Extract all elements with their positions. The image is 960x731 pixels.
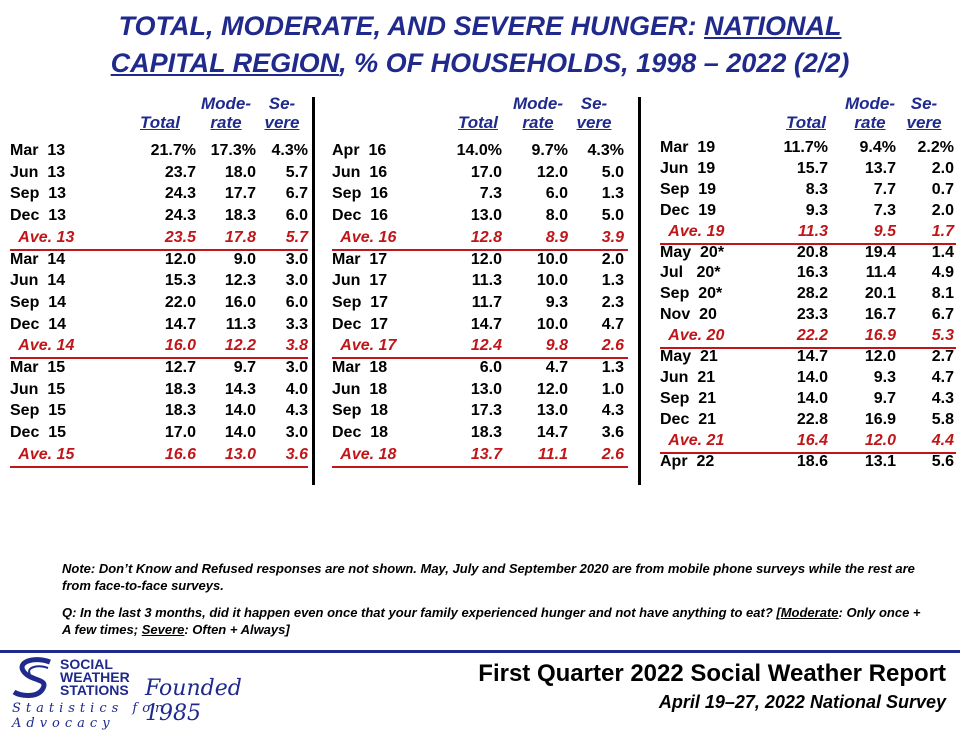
row-moderate: 10.0: [536, 272, 568, 290]
row-period: Dec 13: [10, 207, 67, 225]
row-period: Ave. 13: [10, 228, 75, 246]
row-period: Dec 21: [660, 410, 717, 428]
row-period: Jun 15: [10, 380, 66, 398]
row-severe: 5.6: [931, 452, 954, 470]
row-total: 15.3: [164, 272, 196, 290]
row-moderate: 7.3: [873, 201, 896, 219]
sws-swirl-icon: [10, 656, 56, 700]
header-moderate-top: Mode-: [844, 94, 896, 113]
row-severe: 4.7: [601, 315, 624, 333]
question-moderate-text: : Only once + A few times;: [62, 605, 921, 637]
row-severe: 6.7: [285, 185, 308, 203]
row-period: Sep 21: [660, 389, 717, 407]
row-moderate: 9.7%: [531, 142, 568, 159]
row-moderate: 17.7: [224, 185, 256, 203]
table-row: [10, 292, 308, 314]
row-moderate: 14.0: [224, 424, 256, 442]
row-total: 11.3: [798, 222, 828, 240]
row-moderate: 10.0: [536, 250, 568, 268]
row-period: Jun 17: [332, 272, 388, 290]
table-row: [660, 409, 956, 431]
row-total: 23.5: [164, 228, 196, 246]
row-moderate: 11.4: [865, 264, 896, 282]
table-row: [332, 379, 628, 401]
row-total: 16.4: [796, 431, 828, 449]
table-row: [332, 140, 628, 162]
row-moderate: 19.4: [864, 243, 896, 261]
row-total: 24.3: [164, 207, 196, 225]
row-total: 12.0: [164, 250, 196, 268]
row-period: May 20*: [660, 243, 725, 261]
row-total: 17.0: [470, 163, 502, 181]
note-body: Note: Don’t Know and Refused responses are not shown. May, July and September 2020 are from mobile phone surveys while the rest are from face-to-face surveys.: [62, 561, 915, 593]
row-moderate: 18.3: [224, 207, 256, 225]
row-total: 12.0: [470, 250, 502, 268]
row-total: 11.3: [471, 272, 502, 290]
header-total-bottom: Total: [458, 113, 498, 132]
header-total-bottom: Total: [786, 113, 826, 132]
row-severe: 4.3: [931, 389, 954, 407]
row-moderate: 16.9: [864, 410, 896, 428]
table-row: [660, 242, 956, 264]
row-total: 21.7%: [150, 142, 196, 159]
row-period: Ave. 18: [332, 445, 397, 463]
header-moderate: [508, 94, 568, 132]
row-moderate: 16.7: [864, 306, 896, 324]
row-total: 15.7: [796, 159, 828, 177]
panel-header: [332, 94, 628, 134]
row-total: 14.0: [796, 389, 828, 407]
row-total: 12.4: [470, 337, 502, 355]
question-severe-text: : Often + Always]: [184, 622, 290, 637]
logo-tagline: Statistics for Advocacy: [12, 701, 167, 731]
table-row: [660, 283, 956, 305]
row-severe: 1.7: [931, 222, 954, 240]
panel-header: [10, 94, 308, 134]
row-moderate: 14.7: [536, 424, 568, 442]
row-severe: 4.0: [285, 380, 308, 398]
row-total: 17.0: [164, 424, 196, 442]
table-row: [332, 314, 628, 336]
row-severe: 4.3%: [587, 142, 624, 159]
question-prefix: Q: In the last 3 months, did it happen even once that your family experienced hunger and not have anything to eat? [: [62, 605, 781, 620]
row-moderate: 9.5: [873, 222, 896, 240]
header-severe: [252, 94, 312, 132]
table-row: [10, 183, 308, 205]
row-total: 23.7: [164, 163, 196, 181]
logo-name: [60, 658, 130, 697]
row-total: 18.3: [470, 424, 502, 442]
row-period: Jun 21: [660, 368, 716, 386]
row-moderate: 20.1: [864, 285, 896, 303]
row-period: Dec 14: [10, 315, 67, 333]
row-total: 14.0: [796, 368, 828, 386]
row-severe: 3.6: [601, 424, 624, 442]
row-total: 18.3: [164, 380, 196, 398]
row-total: 20.8: [796, 243, 828, 261]
row-total: 13.0: [470, 380, 502, 398]
table-row: [332, 183, 628, 205]
row-severe: 3.0: [285, 424, 308, 442]
row-moderate: 12.3: [224, 272, 256, 290]
header-moderate-bottom: rate: [210, 113, 242, 132]
table-row: [660, 200, 956, 222]
row-moderate: 8.9: [545, 228, 568, 246]
row-moderate: 9.7: [233, 359, 256, 376]
row-severe: 6.7: [931, 306, 954, 324]
row-severe: 5.8: [931, 410, 954, 428]
row-moderate: 12.0: [864, 348, 896, 365]
row-total: 17.3: [470, 402, 502, 420]
row-severe: 5.7: [285, 228, 308, 246]
row-severe: 1.3: [601, 272, 624, 290]
row-period: Sep 18: [332, 402, 389, 420]
table-row: [10, 314, 308, 336]
row-severe: 2.0: [931, 159, 954, 177]
logo-line2: WEATHER: [60, 669, 130, 685]
row-severe: 6.0: [285, 293, 308, 311]
header-total-top: [130, 94, 190, 113]
row-period: Dec 17: [332, 315, 389, 333]
header-total-bottom: Total: [140, 113, 180, 132]
row-severe: 6.0: [285, 207, 308, 225]
row-total: 14.7: [796, 348, 828, 365]
column-divider-2: [638, 97, 641, 485]
row-severe: 2.0: [601, 250, 624, 268]
table-row: [660, 158, 956, 180]
row-period: Jun 16: [332, 163, 388, 181]
row-total: 11.7%: [783, 139, 828, 156]
row-moderate: 10.0: [536, 315, 568, 333]
row-total: 22.2: [796, 327, 828, 345]
row-moderate: 16.0: [224, 293, 256, 311]
logo-line3: STATIONS: [60, 682, 129, 698]
row-period: Ave. 16: [332, 228, 397, 246]
row-period: Mar 14: [10, 250, 66, 268]
header-moderate-top: Mode-: [512, 94, 564, 113]
row-severe: 3.3: [285, 315, 308, 333]
row-period: Jun 19: [660, 159, 716, 177]
header-severe-top: Se-: [580, 94, 608, 113]
footer-divider: [0, 650, 960, 653]
row-total: 22.0: [164, 293, 196, 311]
row-period: Ave. 19: [660, 222, 725, 240]
table-row: [660, 451, 956, 473]
row-moderate: 9.4%: [859, 139, 896, 156]
report-subtitle: April 19–27, 2022 National Survey: [658, 692, 946, 712]
row-severe: 4.9: [931, 264, 954, 282]
row-severe: 5.0: [601, 207, 624, 225]
table-row: [10, 379, 308, 401]
row-period: Apr 22: [660, 452, 715, 470]
row-total: 8.3: [805, 180, 828, 198]
row-moderate: 13.0: [536, 402, 568, 420]
row-moderate: 18.0: [224, 163, 256, 181]
header-severe-top: Se-: [268, 94, 296, 113]
logo-line1: SOCIAL: [60, 656, 113, 672]
table-row: [10, 205, 308, 227]
row-period: Ave. 14: [10, 337, 75, 355]
row-severe: 1.3: [601, 359, 624, 376]
row-moderate: 8.0: [545, 207, 568, 225]
sws-logo: [10, 656, 270, 731]
row-severe: 3.0: [285, 250, 308, 268]
row-moderate: 9.7: [873, 389, 896, 407]
average-row: [10, 444, 308, 468]
row-total: 16.6: [164, 445, 196, 463]
row-period: Jul 20*: [660, 264, 721, 282]
table-row: [10, 270, 308, 292]
table-row: [332, 292, 628, 314]
row-period: Jun 14: [10, 272, 66, 290]
row-total: 12.7: [164, 359, 196, 376]
table-row: [332, 400, 628, 422]
table-row: [332, 162, 628, 184]
table-row: [332, 249, 628, 271]
row-period: Mar 18: [332, 359, 388, 376]
row-moderate: 11.3: [225, 315, 256, 333]
row-severe: 2.6: [601, 445, 624, 463]
header-moderate-bottom: rate: [522, 113, 554, 132]
row-period: Ave. 21: [660, 431, 725, 449]
row-period: Dec 15: [10, 424, 67, 442]
header-total: [776, 94, 836, 132]
row-period: Apr 16: [332, 142, 387, 159]
note-text: [62, 560, 922, 594]
row-total: 16.0: [164, 337, 196, 355]
header-severe-bottom: vere: [906, 113, 942, 132]
row-moderate: 12.0: [864, 431, 896, 449]
header-moderate-top: Mode-: [200, 94, 252, 113]
average-row: [10, 335, 308, 359]
row-total: 18.3: [164, 402, 196, 420]
row-moderate: 12.0: [536, 380, 568, 398]
row-total: 22.8: [796, 410, 828, 428]
table-row: [332, 357, 628, 379]
row-moderate: 13.1: [864, 452, 896, 470]
row-severe: 1.0: [601, 380, 624, 398]
title-part1: TOTAL, MODERATE, AND SEVERE HUNGER:: [118, 11, 705, 41]
table-row: [332, 422, 628, 444]
table-row: [332, 270, 628, 292]
average-row: [332, 335, 628, 359]
row-period: Mar 13: [10, 142, 66, 159]
row-severe: 3.0: [285, 272, 308, 290]
row-moderate: 13.0: [224, 445, 256, 463]
row-severe: 3.0: [285, 359, 308, 376]
row-period: Ave. 20: [660, 327, 725, 345]
table-row: [660, 346, 956, 368]
table-row: [10, 162, 308, 184]
average-row: [332, 444, 628, 468]
row-severe: 2.0: [931, 201, 954, 219]
row-severe: 3.6: [285, 445, 308, 463]
row-severe: 0.7: [931, 180, 954, 198]
row-period: Mar 17: [332, 250, 388, 268]
row-moderate: 9.0: [233, 250, 256, 268]
row-period: Ave. 17: [332, 337, 397, 355]
header-moderate-bottom: rate: [854, 113, 886, 132]
row-period: Mar 19: [660, 139, 716, 156]
row-total: 14.7: [470, 315, 502, 333]
table-row: [660, 262, 956, 284]
row-moderate: 16.9: [864, 327, 896, 345]
row-period: Ave. 15: [10, 445, 75, 463]
row-total: 28.2: [796, 285, 828, 303]
row-period: Nov 20: [660, 306, 717, 324]
row-total: 9.3: [805, 201, 828, 219]
row-total: 11.7: [471, 293, 502, 311]
column-divider-1: [312, 97, 315, 485]
question-severe-label: Severe: [141, 622, 185, 637]
row-total: 14.7: [164, 315, 196, 333]
row-period: May 21: [660, 348, 718, 365]
table-row: [10, 140, 308, 162]
row-moderate: 9.3: [545, 293, 568, 311]
row-period: Sep 17: [332, 293, 389, 311]
table-row: [10, 249, 308, 271]
row-period: Jun 18: [332, 380, 388, 398]
row-period: Sep 13: [10, 185, 67, 203]
row-period: Dec 16: [332, 207, 389, 225]
row-severe: 2.6: [601, 337, 624, 355]
row-severe: 1.3: [601, 185, 624, 203]
header-total: [130, 94, 190, 132]
row-moderate: 6.0: [545, 185, 568, 203]
row-moderate: 7.7: [873, 180, 896, 198]
average-row: [332, 227, 628, 251]
table-row: [660, 179, 956, 201]
row-period: Mar 15: [10, 359, 66, 376]
row-total: 23.3: [796, 306, 828, 324]
table-row: [660, 137, 956, 159]
row-total: 6.0: [479, 359, 502, 376]
row-severe: 2.2%: [917, 139, 954, 156]
question-moderate-label: Moderate: [780, 605, 839, 620]
title-part4: , % OF HOUSEHOLDS, 1998 – 2022 (2/2): [339, 48, 850, 78]
logo-founded: Founded 1985: [145, 676, 242, 726]
row-severe: 5.7: [285, 163, 308, 181]
row-moderate: 11.1: [538, 445, 568, 463]
row-period: Sep 14: [10, 293, 67, 311]
header-moderate: [840, 94, 900, 132]
row-moderate: 9.8: [545, 337, 568, 355]
row-severe: 4.3%: [271, 142, 308, 159]
row-severe: 5.3: [931, 327, 954, 345]
row-moderate: 17.3%: [210, 142, 256, 159]
row-moderate: 12.0: [536, 163, 568, 181]
header-moderate: [196, 94, 256, 132]
row-severe: 4.3: [285, 402, 308, 420]
table-row: [660, 367, 956, 389]
panel-header: [660, 94, 956, 134]
row-total: 12.8: [470, 228, 502, 246]
row-severe: 8.1: [931, 285, 954, 303]
row-period: Sep 20*: [660, 285, 723, 303]
table-row: [660, 304, 956, 326]
row-severe: 3.9: [601, 228, 624, 246]
table-row: [10, 400, 308, 422]
header-total-top: [776, 94, 836, 113]
header-severe-top: Se-: [910, 94, 938, 113]
row-period: Dec 19: [660, 201, 717, 219]
header-total-top: [448, 94, 508, 113]
row-total: 14.0%: [456, 142, 502, 159]
report-title: First Quarter 2022 Social Weather Report: [478, 660, 946, 687]
table-row: [10, 422, 308, 444]
row-period: Sep 19: [660, 180, 717, 198]
title-part3: CAPITAL REGION: [110, 48, 340, 78]
row-severe: 2.7: [931, 348, 954, 365]
header-total: [448, 94, 508, 132]
table-row: [660, 388, 956, 410]
row-moderate: 13.7: [864, 159, 896, 177]
row-total: 7.3: [479, 185, 502, 203]
row-moderate: 14.0: [224, 402, 256, 420]
header-severe-bottom: vere: [264, 113, 300, 132]
row-severe: 4.3: [601, 402, 624, 420]
row-severe: 4.4: [931, 431, 954, 449]
row-severe: 4.7: [931, 368, 954, 386]
header-severe-bottom: vere: [576, 113, 612, 132]
row-severe: 2.3: [601, 293, 624, 311]
row-severe: 3.8: [285, 337, 308, 355]
header-severe: [564, 94, 624, 132]
row-total: 13.7: [470, 445, 502, 463]
header-severe: [894, 94, 954, 132]
row-severe: 5.0: [601, 163, 624, 181]
row-total: 13.0: [470, 207, 502, 225]
row-period: Sep 16: [332, 185, 389, 203]
title-part2: NATIONAL: [704, 11, 842, 41]
row-period: Dec 18: [332, 424, 389, 442]
row-total: 24.3: [164, 185, 196, 203]
row-moderate: 4.7: [545, 359, 568, 376]
row-period: Jun 13: [10, 163, 66, 181]
row-severe: 1.4: [931, 243, 954, 261]
row-moderate: 12.2: [224, 337, 256, 355]
question-text: [62, 604, 922, 638]
row-moderate: 17.8: [224, 228, 256, 246]
row-moderate: 9.3: [873, 368, 896, 386]
average-row: [10, 227, 308, 251]
table-row: [332, 205, 628, 227]
table-row: [10, 357, 308, 379]
row-total: 18.6: [796, 452, 828, 470]
page-title: [20, 8, 940, 82]
row-moderate: 14.3: [224, 380, 256, 398]
row-total: 16.3: [796, 264, 828, 282]
row-period: Sep 15: [10, 402, 67, 420]
